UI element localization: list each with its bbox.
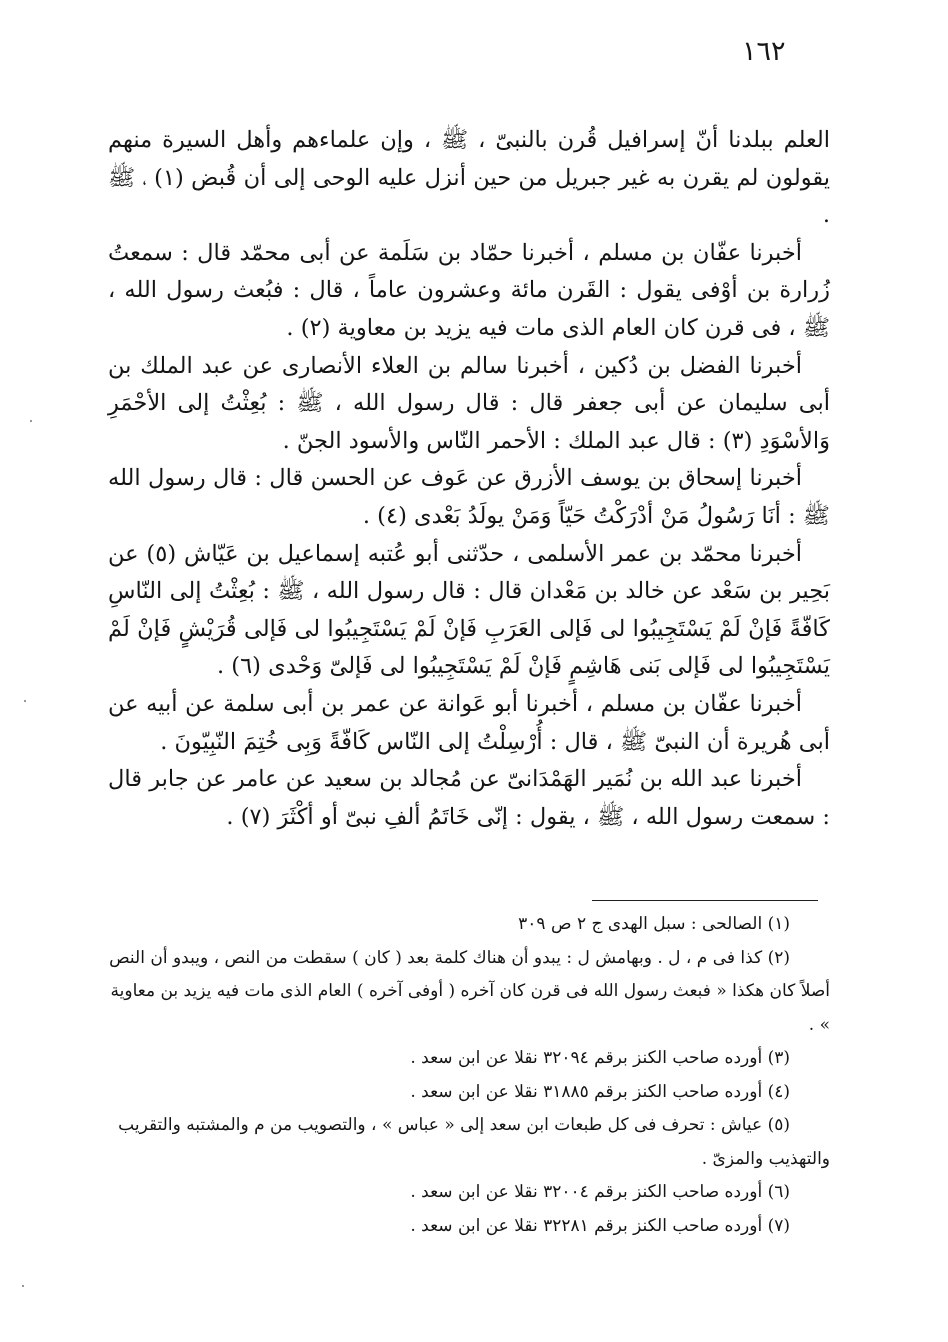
footnote-3: (٣) أورده صاحب الكنز برقم ٣٢٠٩٤ نقلا عن ابن سعد .	[410, 1048, 790, 1068]
paragraph-5: أخبرنا محمّد بن عمر الأسلمى ، حدّثنى أبو عُتبه إسماعيل بن عَيّاش (٥) عن بَحِير بن سَعْد عن خالد بن مَعْدان قال : قال رسول الله ، ﷺ : بُعِثْتُ إلى النّاسِ كَافّةً فَإنْ لَمْ يَسْتَجِيبُوا لى فَإلى العَرَبِ فَإنْ لَمْ يَسْتَجِيبُوا لى فَإلى قُرَيْشٍ فَإنْ لَمْ يَسْتَجِيبُوا لى فَإلى بَنى هَاشِمٍ فَإنْ لَمْ يَسْتَجِيبُوا لى فَإلىّ وَحْدى (٦) .	[108, 540, 830, 680]
footnotes	[108, 908, 830, 1243]
scan-speck	[22, 1285, 24, 1287]
footnote-4: (٤) أورده صاحب الكنز برقم ٣١٨٨٥ نقلا عن ابن سعد .	[410, 1081, 790, 1102]
paragraph-4: أخبرنا إسحاق بن يوسف الأزرق عن عَوف عن الحسن قال : قال رسول الله ﷺ : أنَا رَسُولُ مَنْ أدْرَكْتُ حَيّاً وَمَنْ يولَدُ بَعْدى (٤) .	[108, 465, 830, 529]
paragraph-7: أخبرنا عبد الله بن نُمَير الهَمْدَانىّ عن مُجالد بن سعيد عن عامر عن جابر قال : سمعت رسول الله ، ﷺ ، يقول : إنّى خَاتَمُ ألفِ نبىّ أو أكْثَرَ (٧) .	[108, 766, 830, 830]
paragraph-2: أخبرنا عفّان بن مسلم ، أخبرنا حمّاد بن سَلَمة عن أبى محمّد قال : سمعتُ زُرارة بن أوْفى يقول : القَرن مائة وعشرون عاماً ، قال : فبُعث رسول الله ، ﷺ ، فى قرن كان العام الذى مات فيه يزيد بن معاوية (٢) .	[108, 239, 830, 341]
page-number: ١٦٢	[742, 36, 786, 67]
main-text	[108, 122, 830, 836]
footnote-7: (٧) أورده صاحب الكنز برقم ٣٢٢٨١ نقلا عن ابن سعد .	[410, 1215, 790, 1236]
paragraph-6: أخبرنا عفّان بن مسلم ، أخبرنا أبو عَوانة عن عمر بن أبى سلمة عن أبيه عن أبى هُريرة أن النبىّ ﷺ ، قال : أُرْسِلْتُ إلى النّاس كَافّةً وَبِى خُتِمَ النّبِيّونَ .	[108, 690, 830, 755]
footnote-5: (٥) عياش : تحرف فى كل طبعات ابن سعد إلى « عباس » ، والتصويب من م والمشتبه والتقريب والتهذيب والمزىّ .	[118, 1115, 830, 1169]
scan-speck	[24, 700, 26, 702]
footnote-1: (١) الصالحى : سبل الهدى ج ٢ ص ٣٠٩	[518, 914, 790, 934]
footnote-separator	[592, 900, 818, 901]
paragraph-3: أخبرنا الفضل بن دُكين ، أخبرنا سالم بن العلاء الأنصارى عن عبد الملك بن أبى سليمان عن أبى جعفر قال : قال رسول الله ، ﷺ : بُعِثْتُ إلى الأحْمَرِ وَالأسْوَدِ (٣) : قال عبد الملك : الأحمر النّاس والأسود الجنّ .	[108, 352, 830, 454]
footnote-2: (٢) كذا فى م ، ل . وبهامش ل : يبدو أن هناك كلمة بعد ( كان ) سقطت من النص ، ويبدو أن النص أصلاً كان هكذا « فبعث رسول الله فى قرن كان آخره ( أوفى آخره ) العام الذى مات فيه يزيد بن معاوية » .	[109, 947, 830, 1035]
paragraph-1: العلم ببلدنا أنّ إسرافيل قُرن بالنبىّ ، ﷺ ، وإن علماءهم وأهل السيرة منهم يقولون لم يقرن به غير جبريل من حين أنزل عليه الوحى إلى أن قُبض (١) ، ﷺ .	[108, 127, 830, 229]
footnote-6: (٦) أورده صاحب الكنز برقم ٣٢٠٠٤ نقلا عن ابن سعد .	[410, 1182, 790, 1202]
scan-speck	[30, 420, 32, 422]
